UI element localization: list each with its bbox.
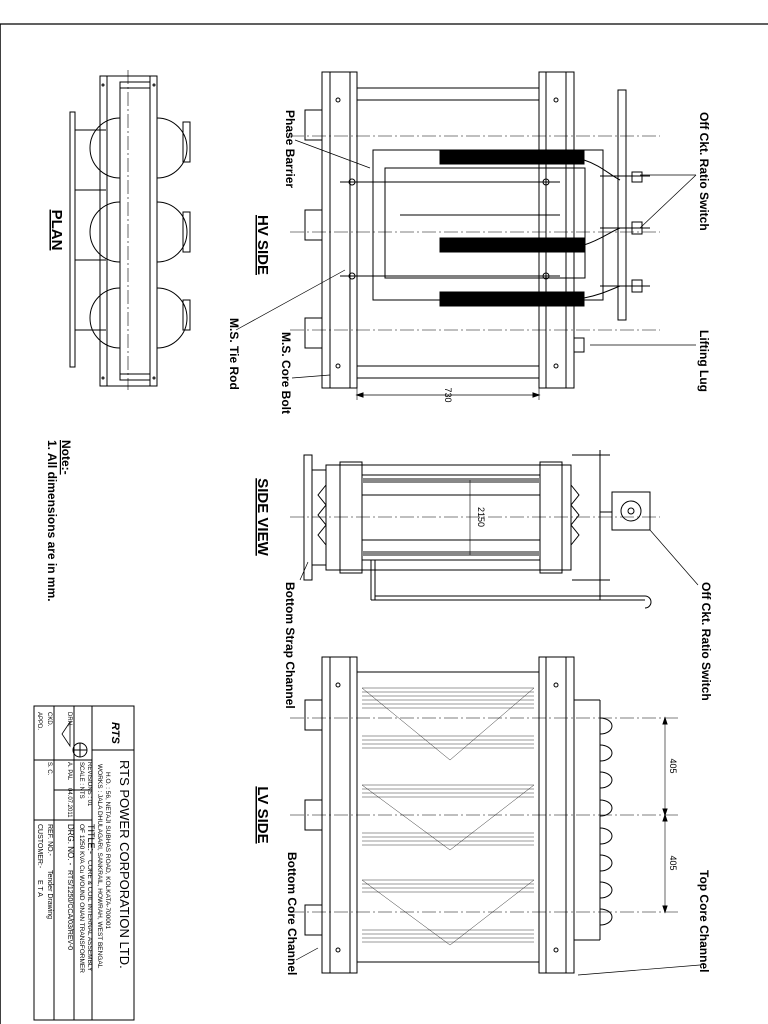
plan-title: PLAN	[48, 209, 65, 251]
drn-name: A. PAL	[66, 762, 72, 781]
label-top-core-channel: Top Core Channel	[697, 870, 711, 973]
drg-no-label: DRG. NO. -	[66, 824, 75, 866]
plan-view	[70, 70, 190, 390]
ref-no: Tender Drawing	[46, 870, 53, 920]
label-bottom-core-channel: Bottom Core Channel	[285, 852, 299, 976]
label-off-ckt-ratio-switch-top: Off Ckt. Ratio Switch	[697, 112, 711, 231]
side-view-title: SIDE VIEW	[254, 478, 271, 556]
note-line-1: 1. All dimensions are in mm.	[45, 440, 59, 602]
sheet-border	[0, 24, 768, 1024]
revisions: REVISIONS : 01	[86, 762, 92, 807]
customer: E T A	[36, 880, 43, 897]
label-ms-core-bolt: M.S. Core Bolt	[279, 332, 293, 415]
dim-405-b: 405	[668, 855, 678, 871]
title-line-2: OF 1250 KVA Cu WOUND ONAN TRANSFORMER	[78, 824, 85, 973]
lv-side-view	[290, 657, 680, 973]
hv-side-view	[290, 72, 660, 403]
hv-side-title: HV SIDE	[254, 214, 271, 276]
note-heading: Note:-	[59, 440, 73, 475]
appd-label: APPD.	[36, 712, 42, 731]
drn-date: 04.07.2011	[66, 788, 72, 818]
label-off-ckt-ratio-switch-side: Off Ckt. Ratio Switch	[699, 582, 713, 701]
company-name: RTS POWER CORPORATION LTD.	[117, 760, 132, 969]
company-ho: H.O. : 56, NETAJI SUBHAS ROAD, KOLKATA-700001	[104, 772, 111, 930]
side-view	[290, 450, 660, 608]
title-line-1: CORE & COIL INTERNAL ASSEMBLY	[86, 860, 93, 972]
title-label: TITLE:-	[86, 824, 96, 855]
company-works: WORKS : JALA DHULAGARI, SANKRAIL, HOWRAH, WEST BENGAL	[96, 764, 103, 969]
chkd-label: CKD.	[46, 712, 52, 727]
ref-no-label: REF. NO.-	[46, 824, 53, 856]
label-ms-tie-rod: M.S. Tie Rod	[227, 318, 241, 390]
dim-405-a: 405	[668, 758, 678, 774]
label-bottom-strap-channel: Bottom Strap Channel	[283, 582, 297, 709]
side-leaders	[300, 530, 698, 585]
dim-2150: 2150	[476, 506, 486, 528]
chkd-name: S. C.	[46, 762, 52, 776]
customer-label: CUSTOMER:-	[36, 824, 43, 869]
svg-text:RTS: RTS	[109, 722, 121, 744]
label-phase-barrier: Phase Barrier	[283, 110, 297, 189]
drn-label: DRN.	[66, 712, 72, 727]
dim-730: 730	[443, 387, 453, 403]
scale: SCALE : NTS	[78, 762, 84, 799]
label-lifting-lug: Lifting Lug	[697, 330, 711, 392]
lv-windings-hatch	[362, 688, 534, 945]
drg-no: RTS/1250/CCA/03/REV-0	[66, 870, 73, 951]
lv-side-title: LV SIDE	[254, 786, 271, 844]
rts-logo	[109, 722, 121, 744]
